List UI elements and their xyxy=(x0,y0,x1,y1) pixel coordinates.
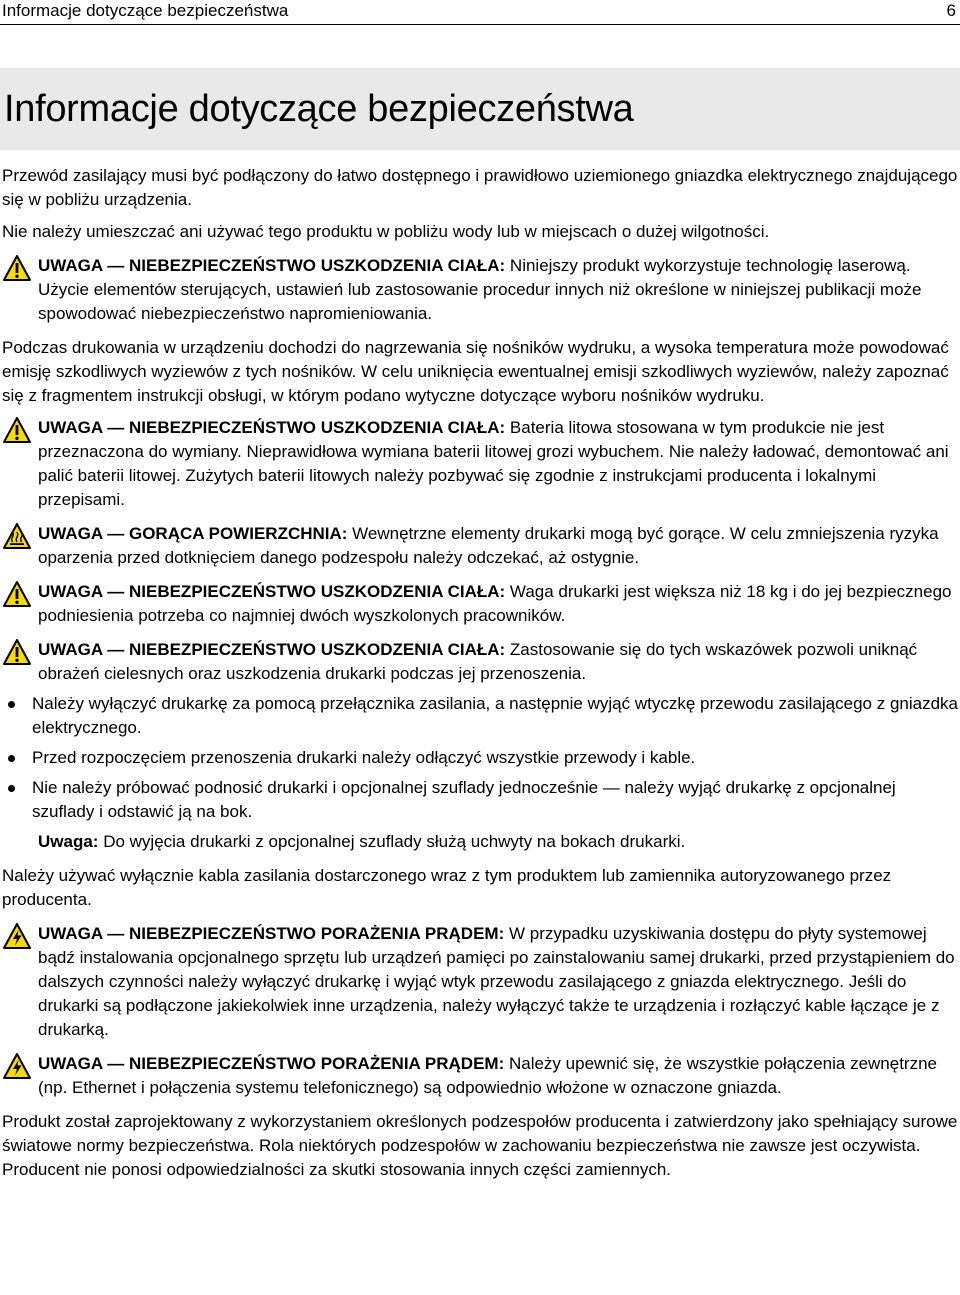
caution-label: UWAGA — NIEBEZPIECZEŃSTWO PORAŻENIA PRĄDEM: xyxy=(38,924,505,943)
caution-label: UWAGA — NIEBEZPIECZEŃSTWO PORAŻENIA PRĄDEM: xyxy=(38,1054,505,1073)
page-title: Informacje dotyczące bezpieczeństwa xyxy=(4,88,634,130)
warning-triangle-icon xyxy=(2,416,32,444)
note-text: Do wyjęcia drukarki z opcjonalnej szuflady służą uchwyty na bokach drukarki. xyxy=(98,832,686,851)
electric-shock-icon xyxy=(2,1052,32,1080)
list-item-text: Nie należy próbować podnosić drukarki i opcjonalnej szuflady jednocześnie — należy wyjąć drukarkę z opcjonalnej szuflady i odstawić ją na bok. xyxy=(32,778,896,821)
list-item xyxy=(0,776,958,824)
caution-block xyxy=(0,922,958,1042)
caution-text: Bateria litowa stosowana w tym produkcie nie jest przeznaczona do wymiany. Nieprawidłowa wymiana baterii litowej grozi wybuchem. Nie należy ładować, demontować ani palić baterii litowej. Zużytych baterii litowych należy pozbywać się zgodnie z instrukcjami producenta i lokalnymi przepisami. xyxy=(38,418,949,509)
caution-block xyxy=(0,638,958,686)
paragraph: Przewód zasilający musi być podłączony do łatwo dostępnego i prawidłowo uziemionego gniazdka elektrycznego znajdującego się w pobliżu urządzenia. xyxy=(2,166,958,209)
caution-text: W przypadku uzyskiwania dostępu do płyty systemowej bądź instalowania opcjonalnego sprzętu lub urządzeń pamięci po zainstalowaniu samej drukarki, przed przystąpieniem do dalszych czynności należy wyłączyć drukarkę i wyjąć wtyk przewodu zasilającego z gniazda elektrycznego. Jeśli do drukarki są podłączone jakiekolwiek inne urządzenia, należy wyłączyć także te urządzenia i rozłączyć kable łączące je z drukarką. xyxy=(38,924,955,1039)
note-label: Uwaga: xyxy=(38,832,99,851)
page-header xyxy=(0,0,960,24)
header-divider xyxy=(0,24,960,25)
bullet-icon xyxy=(8,755,15,762)
caution-text: Wewnętrzne elementy drukarki mogą być gorące. W celu zmniejszenia ryzyka oparzenia przed dotknięciem danego podzespołu należy odczekać, aż ostygnie. xyxy=(38,524,939,567)
caution-text: Należy upewnić się, że wszystkie połączenia zewnętrzne (np. Ethernet i połączenia systemu telefonicznego) są odpowiednio włożone w oznaczone gniazda. xyxy=(38,1054,938,1097)
caution-block xyxy=(0,254,958,326)
list-item-text: Przed rozpoczęciem przenoszenia drukarki należy odłączyć wszystkie przewody i kable. xyxy=(32,748,696,767)
paragraph: Nie należy umieszczać ani używać tego produktu w pobliżu wody lub w miejscach o dużej wilgotności. xyxy=(2,222,770,241)
caution-label: UWAGA — NIEBEZPIECZEŃSTWO USZKODZENIA CIAŁA: xyxy=(38,640,506,659)
caution-text: Zastosowanie się do tych wskazówek pozwoli uniknąć obrażeń cielesnych oraz uszkodzenia drukarki podczas jej przenoszenia. xyxy=(38,640,918,683)
warning-triangle-icon xyxy=(2,254,32,282)
paragraph: Podczas drukowania w urządzeniu dochodzi do nagrzewania się nośników wydruku, a wysoka temperatura może powodować emisję szkodliwych wyziewów z tych nośników. W celu uniknięcia ewentualnej emisji szkodliwych wyziewów, należy zapoznać się z fragmentem instrukcji obsługi, w którym podano wytyczne dotyczące wyboru nośników wydruku. xyxy=(2,338,949,405)
paragraph: Należy używać wyłącznie kabla zasilania dostarczonego wraz z tym produktem lub zamiennika autoryzowanego przez producenta. xyxy=(2,866,892,909)
document-body xyxy=(0,164,958,1190)
bullet-list xyxy=(0,692,958,824)
caution-text: Niniejszy produkt wykorzystuje technologię laserową. Użycie elementów sterujących, ustawień lub zastosowanie procedur innych niż określone w niniejszej publikacji może spowodować niebezpieczeństwo napromieniowania. xyxy=(38,256,922,323)
hot-surface-icon xyxy=(2,522,32,550)
caution-text: Waga drukarki jest większa niż 18 kg i do jej bezpiecznego podniesienia potrzeba co najmniej dwóch wyszkolonych pracowników. xyxy=(38,582,952,625)
warning-triangle-icon xyxy=(2,580,32,608)
caution-block xyxy=(0,416,958,512)
note xyxy=(0,830,958,854)
paragraph: Produkt został zaprojektowany z wykorzystaniem określonych podzespołów producenta i zatwierdzony jako spełniający surowe światowe normy bezpieczeństwa. Rola niektórych podzespołów w zachowaniu bezpieczeństwa nie zawsze jest oczywista. Producent nie ponosi odpowiedzialności za skutki stosowania innych części zamiennych. xyxy=(2,1112,958,1179)
caution-block xyxy=(0,1052,958,1100)
caution-block xyxy=(0,580,958,628)
caution-label: UWAGA — NIEBEZPIECZEŃSTWO USZKODZENIA CIAŁA: xyxy=(38,582,506,601)
header-section-title: Informacje dotyczące bezpieczeństwa xyxy=(2,1,289,20)
page-number: 6 xyxy=(946,1,956,20)
bullet-icon xyxy=(8,785,15,792)
caution-block xyxy=(0,522,958,570)
caution-label: UWAGA — NIEBEZPIECZEŃSTWO USZKODZENIA CIAŁA: xyxy=(38,418,506,437)
warning-triangle-icon xyxy=(2,638,32,666)
caution-label: UWAGA — GORĄCA POWIERZCHNIA: xyxy=(38,524,348,543)
electric-shock-icon xyxy=(2,922,32,950)
caution-label: UWAGA — NIEBEZPIECZEŃSTWO USZKODZENIA CIAŁA: xyxy=(38,256,506,275)
list-item xyxy=(0,692,958,740)
list-item xyxy=(0,746,958,770)
list-item-text: Należy wyłączyć drukarkę za pomocą przełącznika zasilania, a następnie wyjąć wtyczkę przewodu zasilającego z gniazdka elektrycznego. xyxy=(32,694,958,737)
bullet-icon xyxy=(8,701,15,708)
